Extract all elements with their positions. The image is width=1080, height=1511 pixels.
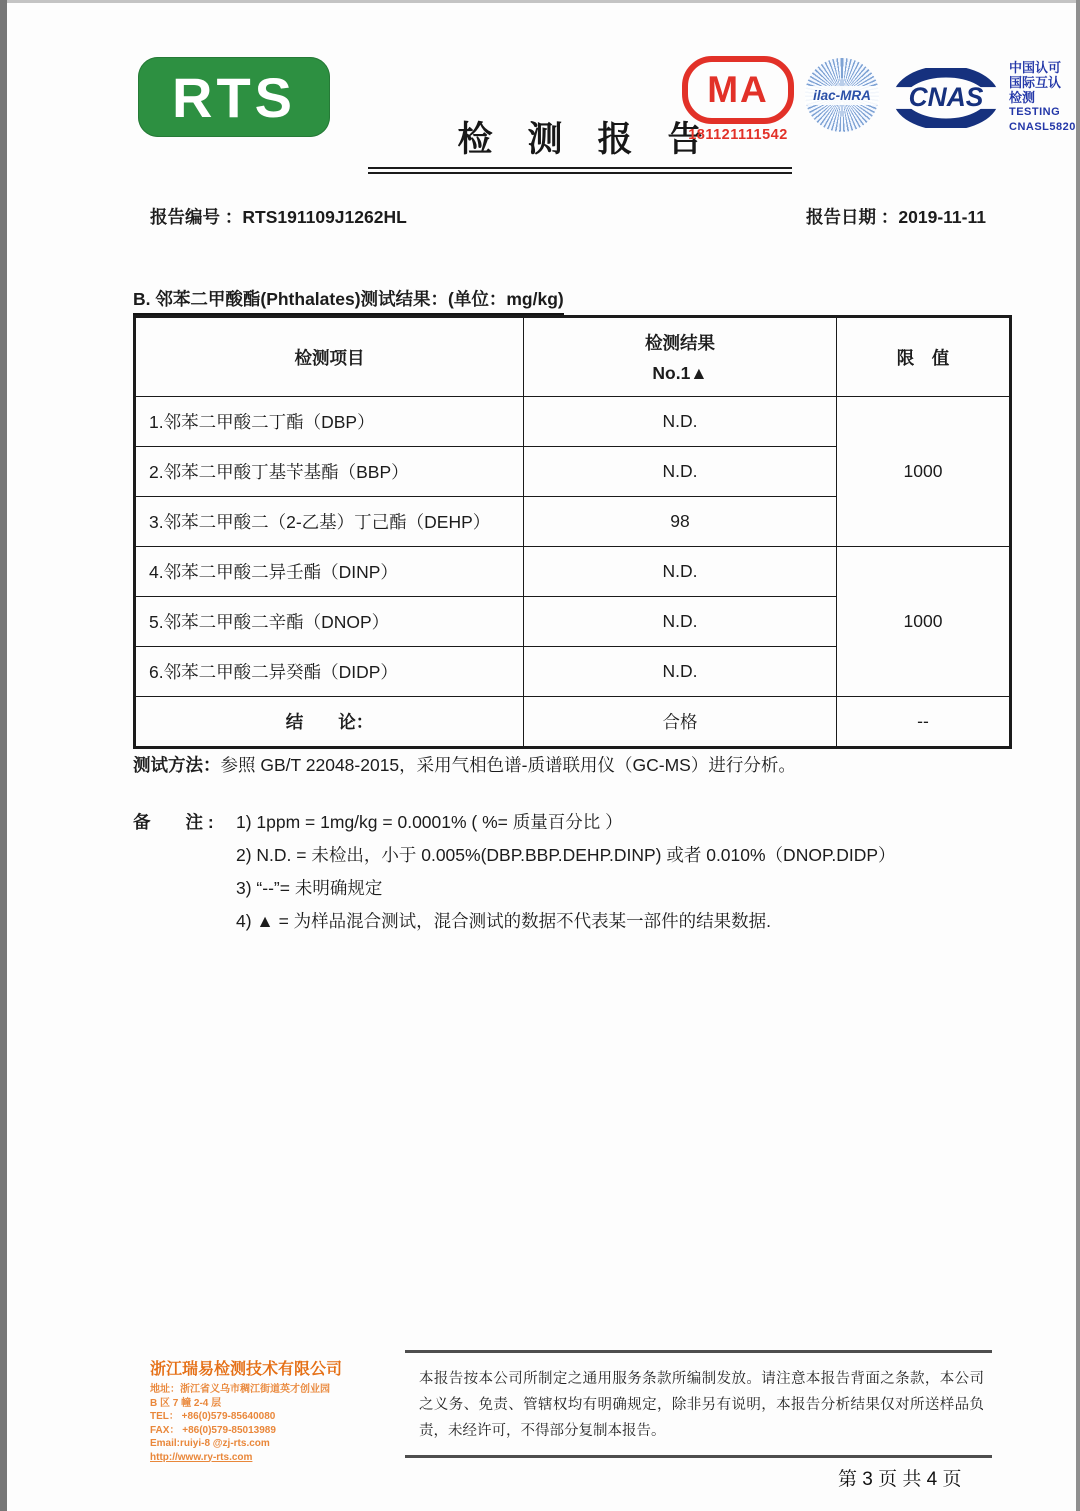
company-website-url: http://www.ry-rts.com bbox=[150, 1451, 253, 1463]
cma-mark-icon bbox=[682, 56, 794, 124]
cma-certificate-number: 181121111542 bbox=[688, 127, 788, 143]
document-title: 检 测 报 告 bbox=[457, 120, 703, 159]
test-method-row bbox=[133, 752, 1013, 777]
test-item-cell: 1.邻苯二甲酸二丁酯（DBP） bbox=[135, 397, 524, 447]
cnas-mark-icon bbox=[890, 68, 1002, 128]
header-sample-no: No.1▲ bbox=[652, 363, 708, 383]
header-limit: 限 值 bbox=[837, 317, 1011, 397]
remark-item: 2) N.D. = 未检出，小于 0.005%(DBP.BBP.DEHP.DINP) 或者 0.010%（DNOP.DIDP） bbox=[236, 845, 896, 865]
table-header-row bbox=[135, 317, 1011, 397]
test-item-cell: 5.邻苯二甲酸二辛酯（DNOP） bbox=[135, 597, 524, 647]
cnas-logo bbox=[890, 60, 1076, 135]
cma-mark-text: MA bbox=[707, 69, 769, 110]
test-result-cell: 98 bbox=[524, 497, 837, 547]
results-table bbox=[133, 315, 1012, 749]
conclusion-result-cell: 合格 bbox=[524, 697, 837, 748]
rts-logo-text: RTS bbox=[172, 65, 296, 129]
test-method-label: 测试方法： bbox=[133, 755, 221, 775]
test-item-cell: 4.邻苯二甲酸二异壬酯（DINP） bbox=[135, 547, 524, 597]
test-result-cell: N.D. bbox=[524, 447, 837, 497]
rts-logo bbox=[138, 57, 330, 137]
test-result-cell: N.D. bbox=[524, 647, 837, 697]
cnas-mark-text: CNAS bbox=[908, 81, 984, 112]
page-number: 第 3 页 共 4 页 bbox=[838, 1469, 962, 1490]
scan-edge-left bbox=[0, 0, 7, 1511]
remarks-block bbox=[133, 806, 1033, 938]
cnas-line: 中国认可 bbox=[1009, 60, 1062, 75]
limit-cell-group1: 1000 bbox=[837, 397, 1011, 547]
report-number-label: 报告编号 ： bbox=[150, 207, 243, 227]
ilac-mra-label: ilac-MRA bbox=[805, 86, 879, 105]
ilac-mra-stamp-icon bbox=[805, 58, 879, 132]
disclaimer-text: 本报告按本公司所制定之通用服务条款所编制发放。请注意本报告背面之条款，本公司之义务、免责、管辖权均有明确规定，除非另有说明，本报告分析结果仅对所送样品负责，未经许可，不得部分复制本报告。 bbox=[405, 1350, 992, 1458]
test-item-cell: 6.邻苯二甲酸二异癸酯（DIDP） bbox=[135, 647, 524, 697]
cma-logo bbox=[682, 56, 794, 143]
conclusion-limit-cell: -- bbox=[837, 697, 1011, 748]
company-fax: FAX： +86(0)579-85013989 bbox=[150, 1424, 276, 1436]
header-test-item: 检测项目 bbox=[135, 317, 524, 397]
section-title: B. 邻苯二甲酸酯(Phthalates)测试结果：(单位：mg/kg) bbox=[133, 286, 564, 315]
test-method-text: 参照 GB/T 22048-2015，采用气相色谱-质谱联用仪（GC-MS）进行分析。 bbox=[220, 755, 796, 775]
report-info-row bbox=[150, 204, 986, 229]
company-address-line2: B 区 7 幢 2-4 层 bbox=[150, 1397, 222, 1409]
test-result-cell: N.D. bbox=[524, 597, 837, 647]
cnas-line: 国际互认 bbox=[1009, 75, 1062, 90]
test-result-cell: N.D. bbox=[524, 397, 837, 447]
company-address-line1: 地址：浙江省义乌市稠江街道英才创业园 bbox=[150, 1384, 330, 1395]
certification-logos bbox=[682, 56, 1076, 143]
company-tel: TEL： +86(0)579-85640080 bbox=[150, 1411, 276, 1422]
remark-item: 4) ▲ = 为样品混合测试，混合测试的数据不代表某一部件的结果数据. bbox=[236, 911, 772, 931]
company-name: 浙江瑞易检测技术有限公司 bbox=[150, 1361, 343, 1378]
scan-edge-top bbox=[7, 0, 1076, 3]
scan-edge-right bbox=[1076, 0, 1080, 1511]
remark-item: 3) “--”= 未明确规定 bbox=[236, 878, 383, 898]
conclusion-row bbox=[135, 697, 1011, 748]
report-date-label: 报告日期 ： bbox=[806, 207, 899, 227]
remarks-label: 备 注 : bbox=[133, 812, 214, 832]
report-date bbox=[806, 204, 986, 229]
report-date-value: 2019-11-11 bbox=[898, 207, 986, 227]
cnas-line: 检测 bbox=[1009, 90, 1036, 105]
cnas-line: CNASL5820 bbox=[1009, 121, 1076, 133]
company-email: Email:ruiyi-8 @zj-rts.com bbox=[150, 1438, 270, 1449]
company-info-block bbox=[150, 1356, 420, 1464]
table-row bbox=[135, 397, 1011, 447]
test-result-cell: N.D. bbox=[524, 547, 837, 597]
report-number-value: RTS191109J1262HL bbox=[242, 207, 407, 227]
test-item-cell: 2.邻苯二甲酸丁基苄基酯（BBP） bbox=[135, 447, 524, 497]
header-test-result-line1: 检测结果 bbox=[645, 333, 715, 353]
remarks-items bbox=[133, 806, 1033, 938]
conclusion-label-cell: 结 论： bbox=[135, 697, 524, 748]
report-number bbox=[150, 204, 407, 229]
table-row bbox=[135, 547, 1011, 597]
title-double-rule bbox=[368, 167, 792, 174]
cnas-line: TESTING bbox=[1009, 106, 1061, 118]
remark-item: 1) 1ppm = 1mg/kg = 0.0001% ( %= 质量百分比 ） bbox=[236, 812, 623, 832]
limit-cell-group2: 1000 bbox=[837, 547, 1011, 697]
test-item-cell: 3.邻苯二甲酸二（2-乙基）丁己酯（DEHP） bbox=[135, 497, 524, 547]
header-test-result bbox=[524, 317, 837, 397]
cnas-text-block bbox=[1009, 60, 1076, 135]
